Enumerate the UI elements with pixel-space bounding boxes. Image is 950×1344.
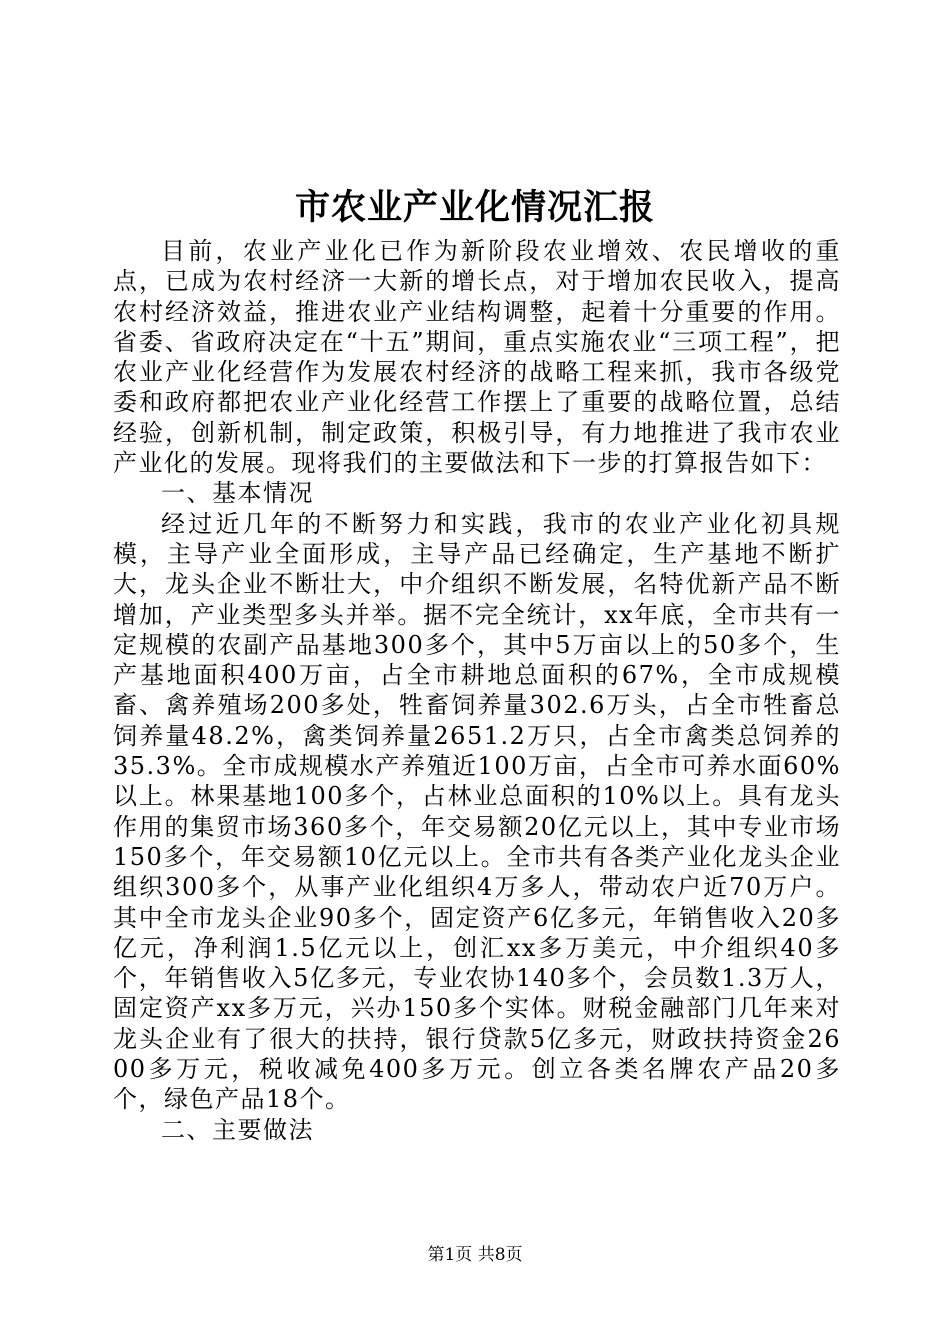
intro-paragraph: 目前，农业产业化已作为新阶段农业增效、农民增收的重点，已成为农村经济一大新的增长点，对于增加农民收入，提高农村经济效益，推进农业产业结构调整，起着十分重要的作用。省委、省政府决定在“十五”期间，重点实施农业“三项工程”，把农业产业化经营作为发展农村经济的战略工程来抓，我市各级党委和政府都把农业产业化经营工作摆上了重要的战略位置，总结经验，创新机制，制定政策，积极引导，有力地推进了我市农业产业化的发展。现将我们的主要做法和下一步的打算报告如下： — [113, 237, 841, 478]
page-footer: 第1页 共8页 — [427, 1245, 523, 1265]
section-heading-main-practices: 二、主要做法 — [161, 1115, 314, 1144]
document-title: 市农业产业化情况汇报 — [294, 187, 655, 228]
basic-situation-paragraph: 经过近几年的不断努力和实践，我市的农业产业化初具规模，主导产业全面形成，主导产品已经确定，生产基地不断扩大，龙头企业不断壮大，中介组织不断发展，名特优新产品不断增加，产业类型多头并举。据不完全统计，xx年底，全市共有一定规模的农副产品基地300多个，其中5万亩以上的50多个，生产基地面积400万亩，占全市耕地总面积的67%，全市成规模畜、禽养殖场200多处，牲畜饲养量302.6万头，占全市牲畜总饲养量48.2%，禽类饲养量2651.2万只，占全市禽类总饲养的35.3%。全市成规模水产养殖近100万亩，占全市可养水面60%以上。林果基地100多个，占林业总面积的10%以上。具有龙头作用的集贸市场360多个，年交易额20亿元以上，其中专业市场150多个，年交易额10亿元以上。全市共有各类产业化龙头企业组织300多个，从事产业化组织4万多人，带动农户近70万户。其中全市龙头企业90多个，固定资产6亿多元，年销售收入20多亿元，净利润1.5亿元以上，创汇xx多万美元，中介组织40多个，年销售收入5亿多元，专业农协140多个，会员数1.3万人，固定资产xx多万元，兴办150多个实体。财税金融部门几年来对龙头企业有了很大的扶持，银行贷款5亿多元，财政扶持资金2600多万元，税收减免400多万元。创立各类名牌农产品20多个，绿色产品18个。 — [113, 509, 841, 1114]
section-heading-basic-situation: 一、基本情况 — [161, 479, 314, 508]
document-body — [113, 236, 841, 1145]
